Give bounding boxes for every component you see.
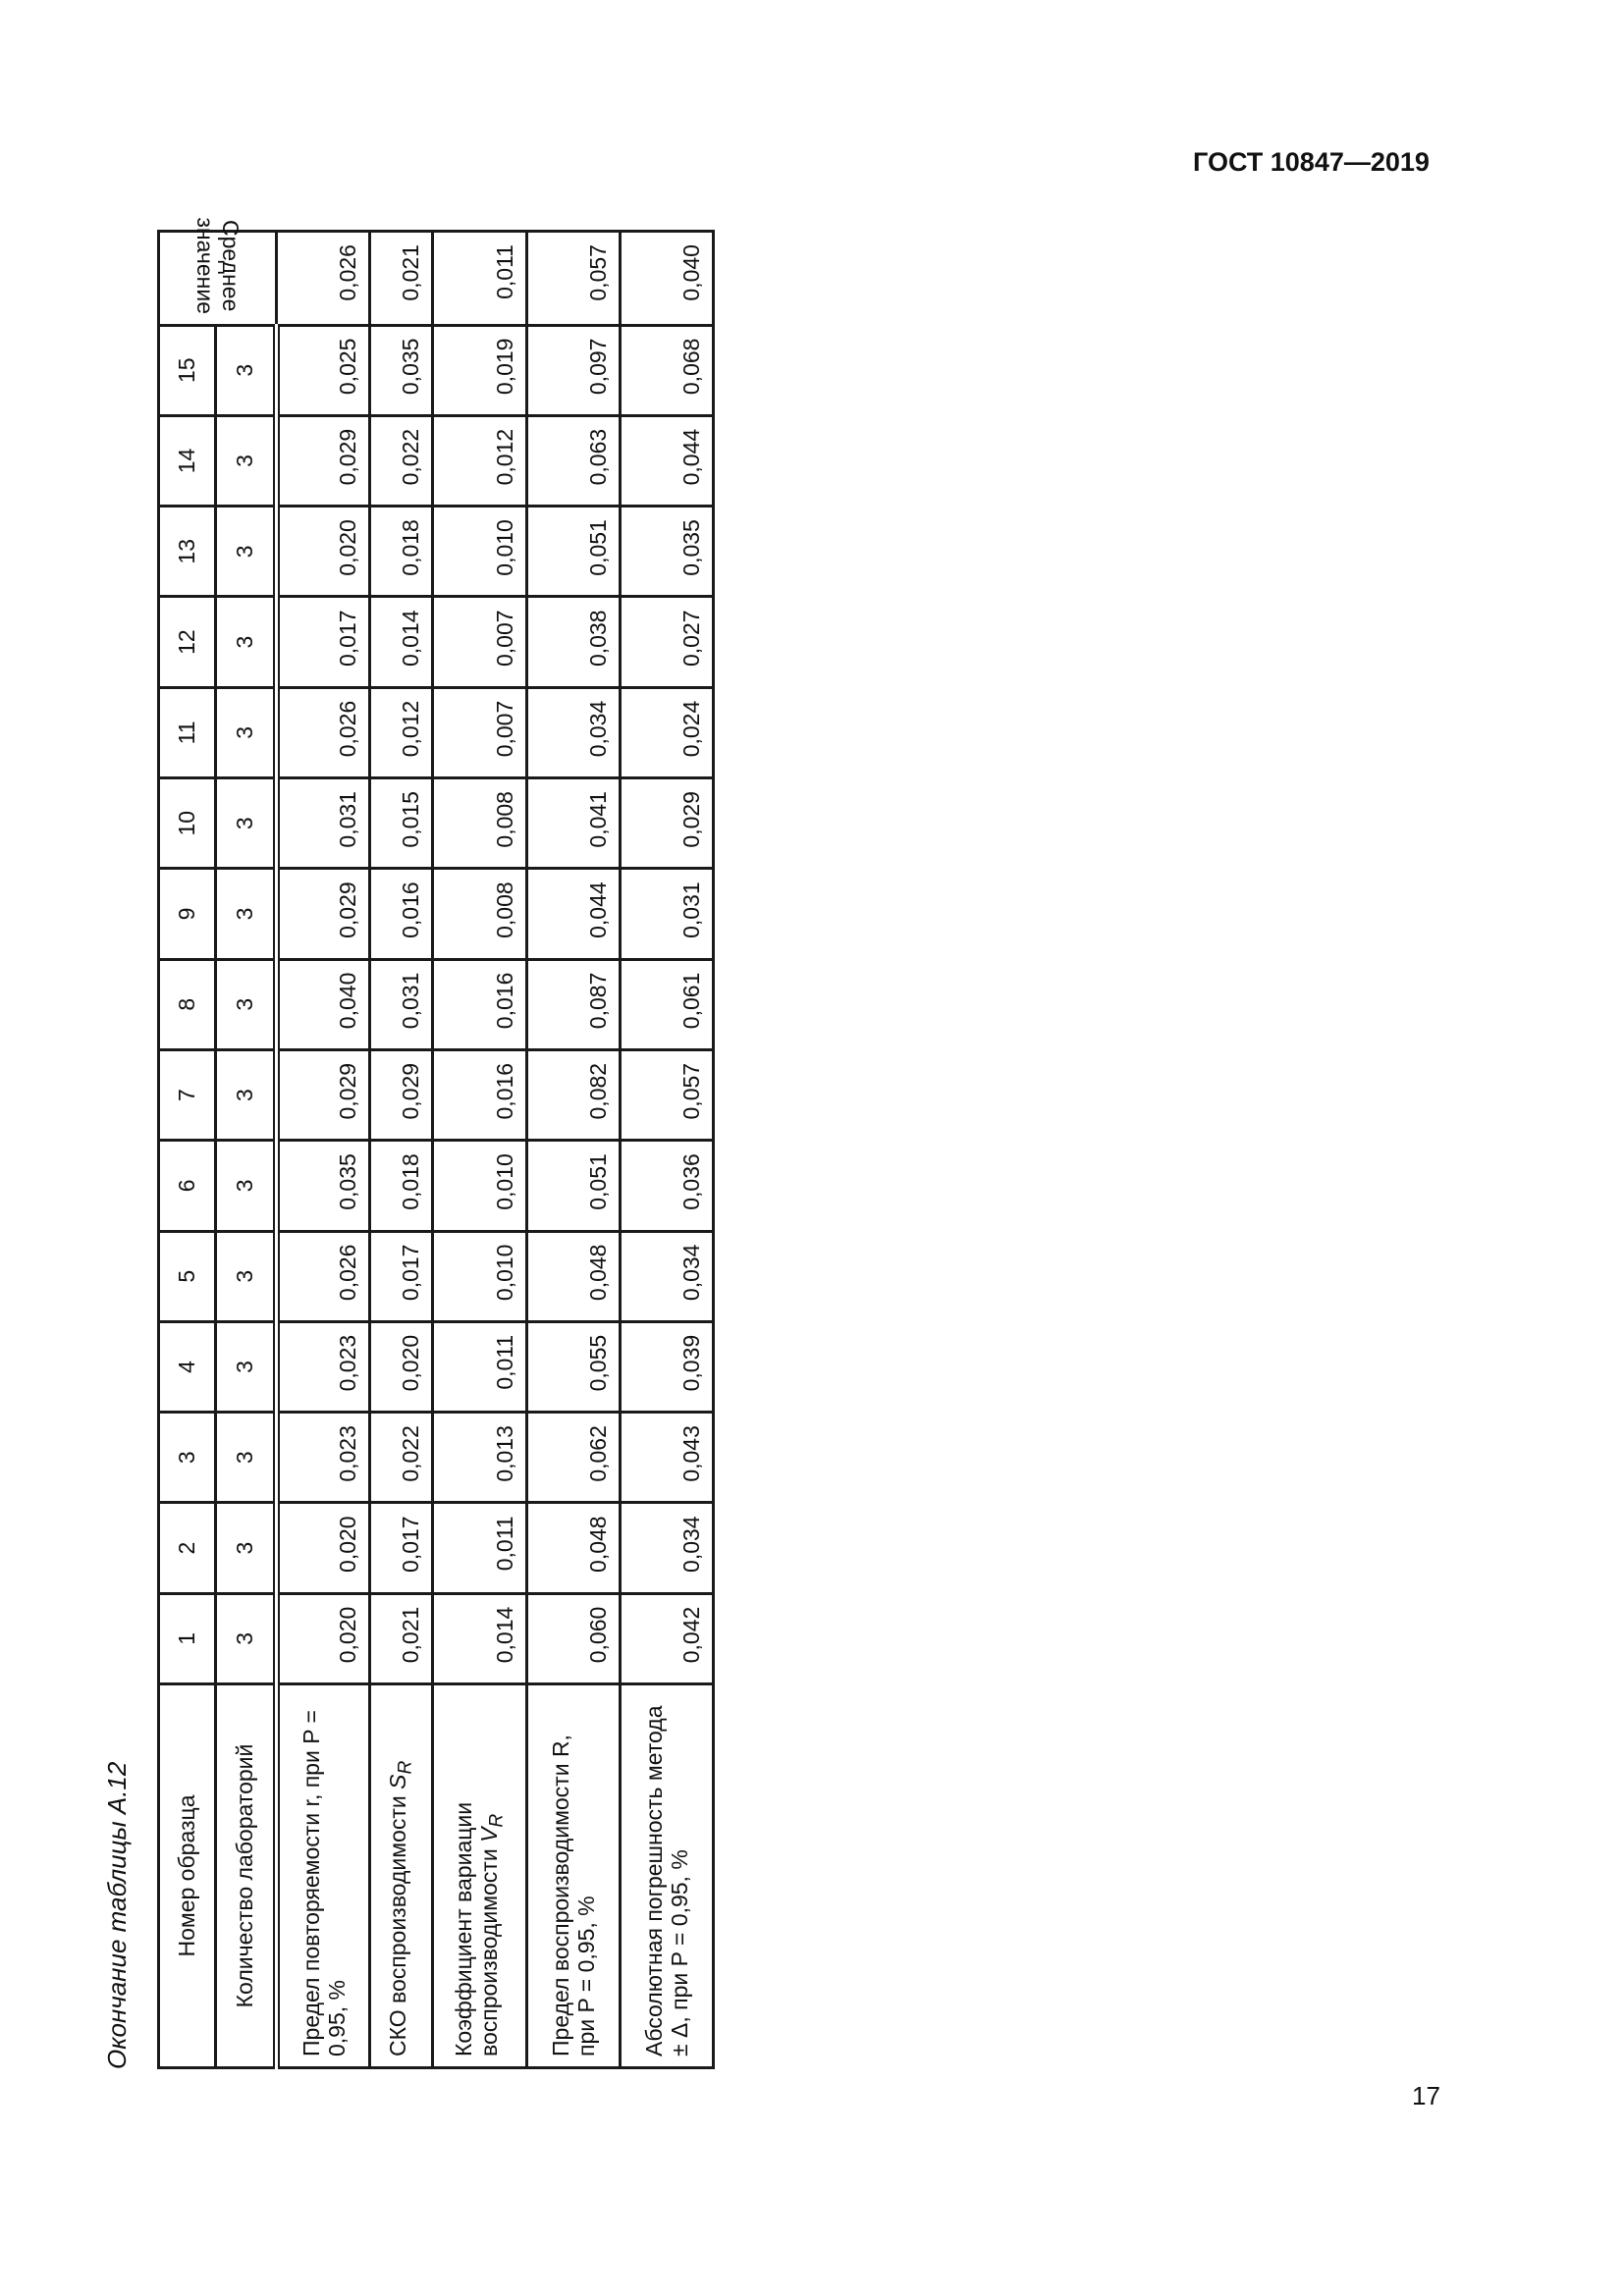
value-cell: 0,043 bbox=[621, 1413, 714, 1503]
value-cell: 0,035 bbox=[277, 1141, 370, 1231]
value-cell: 0,034 bbox=[621, 1503, 714, 1593]
value-cell: 0,035 bbox=[370, 325, 433, 415]
value-cell: 0,044 bbox=[527, 869, 621, 959]
value-cell: 0,020 bbox=[277, 1593, 370, 1683]
row-label: Абсолютная погрешность метода ± Δ, при P = 0,95, % bbox=[621, 1684, 714, 2068]
value-cell: 0,020 bbox=[277, 1503, 370, 1593]
value-cell: 0,024 bbox=[621, 687, 714, 777]
mean-value-cell: 0,040 bbox=[621, 232, 714, 326]
sample-number: 1 bbox=[159, 1593, 216, 1683]
sample-number: 12 bbox=[159, 597, 216, 687]
table-row bbox=[527, 232, 621, 2068]
table-row bbox=[621, 232, 714, 2068]
sample-number: 15 bbox=[159, 325, 216, 415]
row-label: Коэффициент вариации воспроизводимости $V_R$ bbox=[433, 1684, 527, 2068]
value-cell: 0,039 bbox=[621, 1321, 714, 1412]
value-cell: 0,025 bbox=[277, 325, 370, 415]
sample-number: 7 bbox=[159, 1049, 216, 1140]
sample-number: 14 bbox=[159, 415, 216, 506]
value-cell: 0,023 bbox=[277, 1413, 370, 1503]
labs-count: 3 bbox=[216, 1049, 277, 1140]
value-cell: 0,008 bbox=[433, 869, 527, 959]
header-row bbox=[159, 232, 216, 2068]
value-cell: 0,012 bbox=[433, 415, 527, 506]
value-cell: 0,011 bbox=[433, 1503, 527, 1593]
sample-number: 13 bbox=[159, 507, 216, 597]
value-cell: 0,013 bbox=[433, 1413, 527, 1503]
value-cell: 0,031 bbox=[621, 869, 714, 959]
table-caption: Окончание таблицы А.12 bbox=[102, 1761, 132, 2069]
value-cell: 0,062 bbox=[527, 1413, 621, 1503]
value-cell: 0,082 bbox=[527, 1049, 621, 1140]
mean-value-cell: 0,026 bbox=[277, 232, 370, 326]
mean-value-cell: 0,021 bbox=[370, 232, 433, 326]
row-label: Предел повторяемости r, при P = 0,95, % bbox=[277, 1684, 370, 2068]
sample-number: 10 bbox=[159, 778, 216, 869]
value-cell: 0,034 bbox=[527, 687, 621, 777]
sample-number: 4 bbox=[159, 1321, 216, 1412]
sample-number: 3 bbox=[159, 1413, 216, 1503]
value-cell: 0,057 bbox=[621, 1049, 714, 1140]
value-cell: 0,017 bbox=[370, 1231, 433, 1321]
page-number: 17 bbox=[1412, 2081, 1440, 2110]
rotated-table-block bbox=[98, 216, 717, 2069]
value-cell: 0,010 bbox=[433, 507, 527, 597]
value-cell: 0,055 bbox=[527, 1321, 621, 1412]
labs-label: Количество лабораторий bbox=[216, 1684, 277, 2068]
sample-number: 9 bbox=[159, 869, 216, 959]
value-cell: 0,018 bbox=[370, 1141, 433, 1231]
mean-header-cell bbox=[159, 216, 277, 326]
value-cell: 0,020 bbox=[277, 507, 370, 597]
labs-row bbox=[216, 232, 277, 2068]
value-cell: 0,011 bbox=[433, 1321, 527, 1412]
value-cell: 0,097 bbox=[527, 325, 621, 415]
value-cell: 0,087 bbox=[527, 959, 621, 1049]
header-label: Номер образца bbox=[159, 1684, 216, 2068]
value-cell: 0,023 bbox=[277, 1321, 370, 1412]
value-cell: 0,029 bbox=[370, 1049, 433, 1140]
value-cell: 0,014 bbox=[370, 597, 433, 687]
labs-count: 3 bbox=[216, 778, 277, 869]
value-cell: 0,048 bbox=[527, 1231, 621, 1321]
value-cell: 0,016 bbox=[433, 1049, 527, 1140]
row-label: СКО воспроизводимости $S_R$ bbox=[370, 1684, 433, 2068]
value-cell: 0,042 bbox=[621, 1593, 714, 1683]
value-cell: 0,031 bbox=[370, 959, 433, 1049]
value-cell: 0,061 bbox=[621, 959, 714, 1049]
sample-number: 8 bbox=[159, 959, 216, 1049]
value-cell: 0,029 bbox=[277, 1049, 370, 1140]
labs-count: 3 bbox=[216, 687, 277, 777]
value-cell: 0,012 bbox=[370, 687, 433, 777]
value-cell: 0,035 bbox=[621, 507, 714, 597]
value-cell: 0,051 bbox=[527, 507, 621, 597]
sample-number: 2 bbox=[159, 1503, 216, 1593]
value-cell: 0,014 bbox=[433, 1593, 527, 1683]
value-cell: 0,016 bbox=[433, 959, 527, 1049]
row-label: Предел воспроизводимости R, при P = 0,95, % bbox=[527, 1684, 621, 2068]
mean-header-label: Среднее значение bbox=[191, 216, 244, 314]
sample-number: 5 bbox=[159, 1231, 216, 1321]
sample-number: 6 bbox=[159, 1141, 216, 1231]
value-cell: 0,017 bbox=[370, 1503, 433, 1593]
table-row bbox=[433, 232, 527, 2068]
value-cell: 0,038 bbox=[527, 597, 621, 687]
value-cell: 0,027 bbox=[621, 597, 714, 687]
value-cell: 0,060 bbox=[527, 1593, 621, 1683]
value-cell: 0,026 bbox=[277, 1231, 370, 1321]
value-cell: 0,068 bbox=[621, 325, 714, 415]
labs-count: 3 bbox=[216, 1503, 277, 1593]
value-cell: 0,036 bbox=[621, 1141, 714, 1231]
value-cell: 0,034 bbox=[621, 1231, 714, 1321]
value-cell: 0,031 bbox=[277, 778, 370, 869]
document-id: ГОСТ 10847—2019 bbox=[1193, 147, 1430, 177]
value-cell: 0,021 bbox=[370, 1593, 433, 1683]
value-cell: 0,029 bbox=[277, 415, 370, 506]
mean-value-cell: 0,057 bbox=[527, 232, 621, 326]
table-row bbox=[277, 232, 370, 2068]
labs-count: 3 bbox=[216, 1413, 277, 1503]
table-row bbox=[370, 232, 433, 2068]
labs-count: 3 bbox=[216, 415, 277, 506]
value-cell: 0,041 bbox=[527, 778, 621, 869]
value-cell: 0,022 bbox=[370, 1413, 433, 1503]
value-cell: 0,019 bbox=[433, 325, 527, 415]
value-cell: 0,018 bbox=[370, 507, 433, 597]
labs-count: 3 bbox=[216, 1231, 277, 1321]
value-cell: 0,029 bbox=[277, 869, 370, 959]
value-cell: 0,020 bbox=[370, 1321, 433, 1412]
labs-count: 3 bbox=[216, 1321, 277, 1412]
value-cell: 0,010 bbox=[433, 1231, 527, 1321]
value-cell: 0,007 bbox=[433, 597, 527, 687]
value-cell: 0,010 bbox=[433, 1141, 527, 1231]
labs-count: 3 bbox=[216, 1593, 277, 1683]
value-cell: 0,008 bbox=[433, 778, 527, 869]
value-cell: 0,022 bbox=[370, 415, 433, 506]
labs-count: 3 bbox=[216, 507, 277, 597]
labs-count: 3 bbox=[216, 1141, 277, 1231]
value-cell: 0,026 bbox=[277, 687, 370, 777]
value-cell: 0,015 bbox=[370, 778, 433, 869]
value-cell: 0,063 bbox=[527, 415, 621, 506]
value-cell: 0,044 bbox=[621, 415, 714, 506]
value-cell: 0,048 bbox=[527, 1503, 621, 1593]
labs-count: 3 bbox=[216, 959, 277, 1049]
mean-value-cell: 0,011 bbox=[433, 232, 527, 326]
results-table bbox=[157, 216, 715, 2069]
labs-count: 3 bbox=[216, 869, 277, 959]
labs-count: 3 bbox=[216, 597, 277, 687]
sample-number: 11 bbox=[159, 687, 216, 777]
value-cell: 0,007 bbox=[433, 687, 527, 777]
value-cell: 0,016 bbox=[370, 869, 433, 959]
value-cell: 0,051 bbox=[527, 1141, 621, 1231]
value-cell: 0,017 bbox=[277, 597, 370, 687]
value-cell: 0,040 bbox=[277, 959, 370, 1049]
value-cell: 0,029 bbox=[621, 778, 714, 869]
labs-count: 3 bbox=[216, 325, 277, 415]
